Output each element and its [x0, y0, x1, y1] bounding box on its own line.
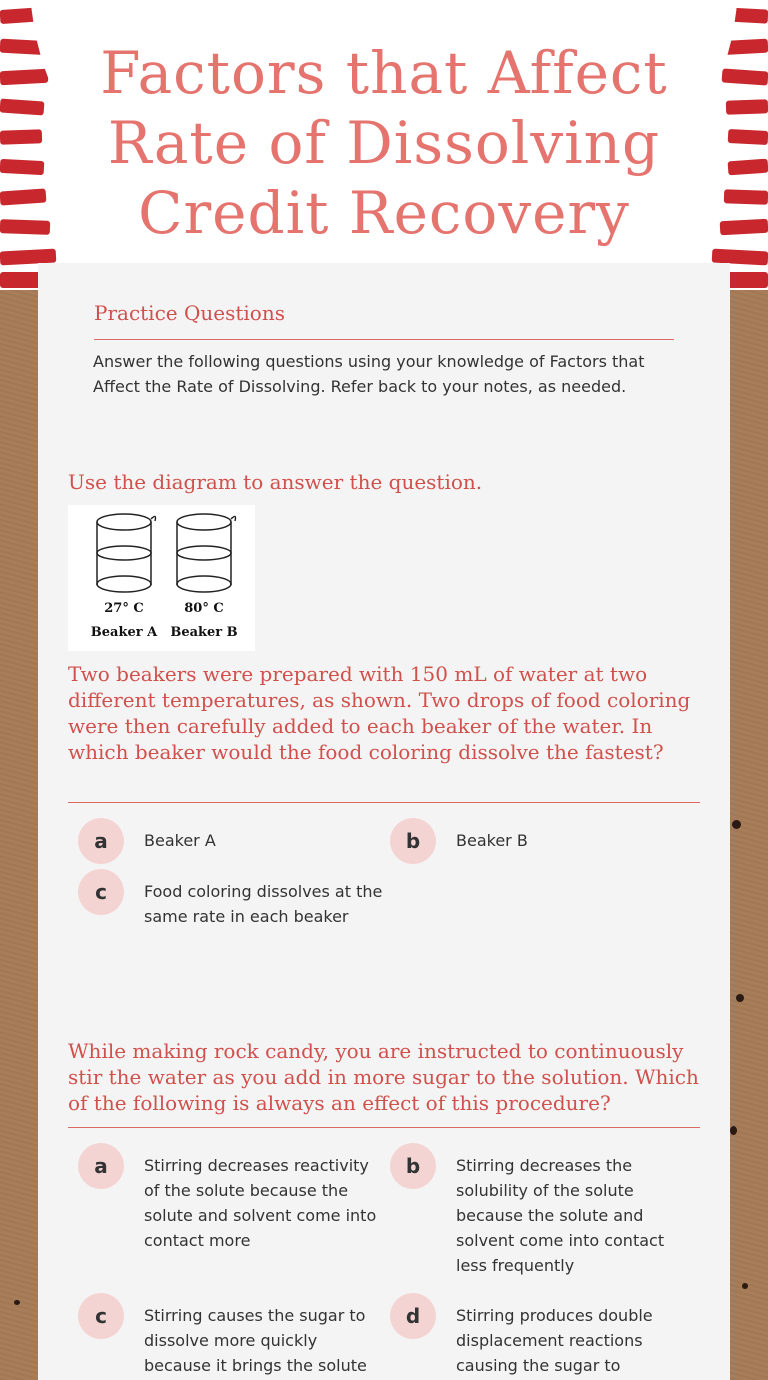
question-2-text: While making rock candy, you are instructed to continuously stir the water as you add in more sugar to the solution. Which of the following is always an effect of this procedure? [68, 1039, 699, 1115]
title-line-2: Rate of Dissolving [107, 109, 661, 177]
content-card [38, 263, 730, 1380]
option-letter-badge: d [390, 1293, 436, 1339]
option-text: Stirring decreases the solubility of the solute because the solute and solvent come into contact less frequently [456, 1156, 665, 1275]
speck-decoration [14, 1300, 20, 1305]
option-text: Stirring causes the sugar to dissolve more quickly because it brings the solute [144, 1306, 367, 1375]
divider [68, 802, 700, 803]
option-text: Food coloring dissolves at the same rate in each beaker [144, 882, 383, 926]
option-letter-badge: a [78, 1143, 124, 1189]
beaker-diagram [68, 505, 255, 651]
option-text: Stirring decreases reactivity of the solute because the solute and solvent come into contact more [144, 1156, 377, 1250]
speck-decoration [730, 1126, 737, 1135]
question-1-prompt: Use the diagram to answer the question. [68, 470, 483, 494]
divider [68, 1127, 700, 1128]
beakers-image [68, 505, 255, 605]
speck-decoration [742, 1283, 748, 1289]
beaker-a-label: Beaker A [90, 625, 158, 640]
beaker-b-temp: 80° C [184, 601, 224, 616]
option-letter-badge: b [390, 1143, 436, 1189]
title-line-3: Credit Recovery [138, 179, 630, 247]
option-letter-badge: c [78, 869, 124, 915]
speck-decoration [732, 820, 741, 829]
title-line-1: Factors that Affect [100, 39, 668, 107]
speck-decoration [736, 994, 744, 1002]
beaker-b-label: Beaker B [170, 625, 238, 640]
divider [94, 339, 674, 340]
question-1-text: Two beakers were prepared with 150 mL of water at two different temperatures, as shown. Two drops of food coloring were then carefully added to each beaker of the water. In which beaker would the food coloring dissolve the fastest? [68, 662, 691, 764]
page-title [60, 38, 708, 248]
option-letter-badge: b [390, 818, 436, 864]
option-text: Beaker A [144, 831, 216, 850]
option-text: Stirring produces double displacement reactions causing the sugar to [456, 1306, 653, 1375]
section-heading: Practice Questions [94, 301, 285, 325]
beaker-a-temp: 27° C [104, 601, 144, 616]
option-letter-badge: a [78, 818, 124, 864]
option-text: Beaker B [456, 831, 528, 850]
option-letter-badge: c [78, 1293, 124, 1339]
header-stripes [0, 0, 768, 290]
intro-text: Answer the following questions using your knowledge of Factors that Affect the Rate of Dissolving. Refer back to your notes, as needed. [93, 352, 645, 396]
